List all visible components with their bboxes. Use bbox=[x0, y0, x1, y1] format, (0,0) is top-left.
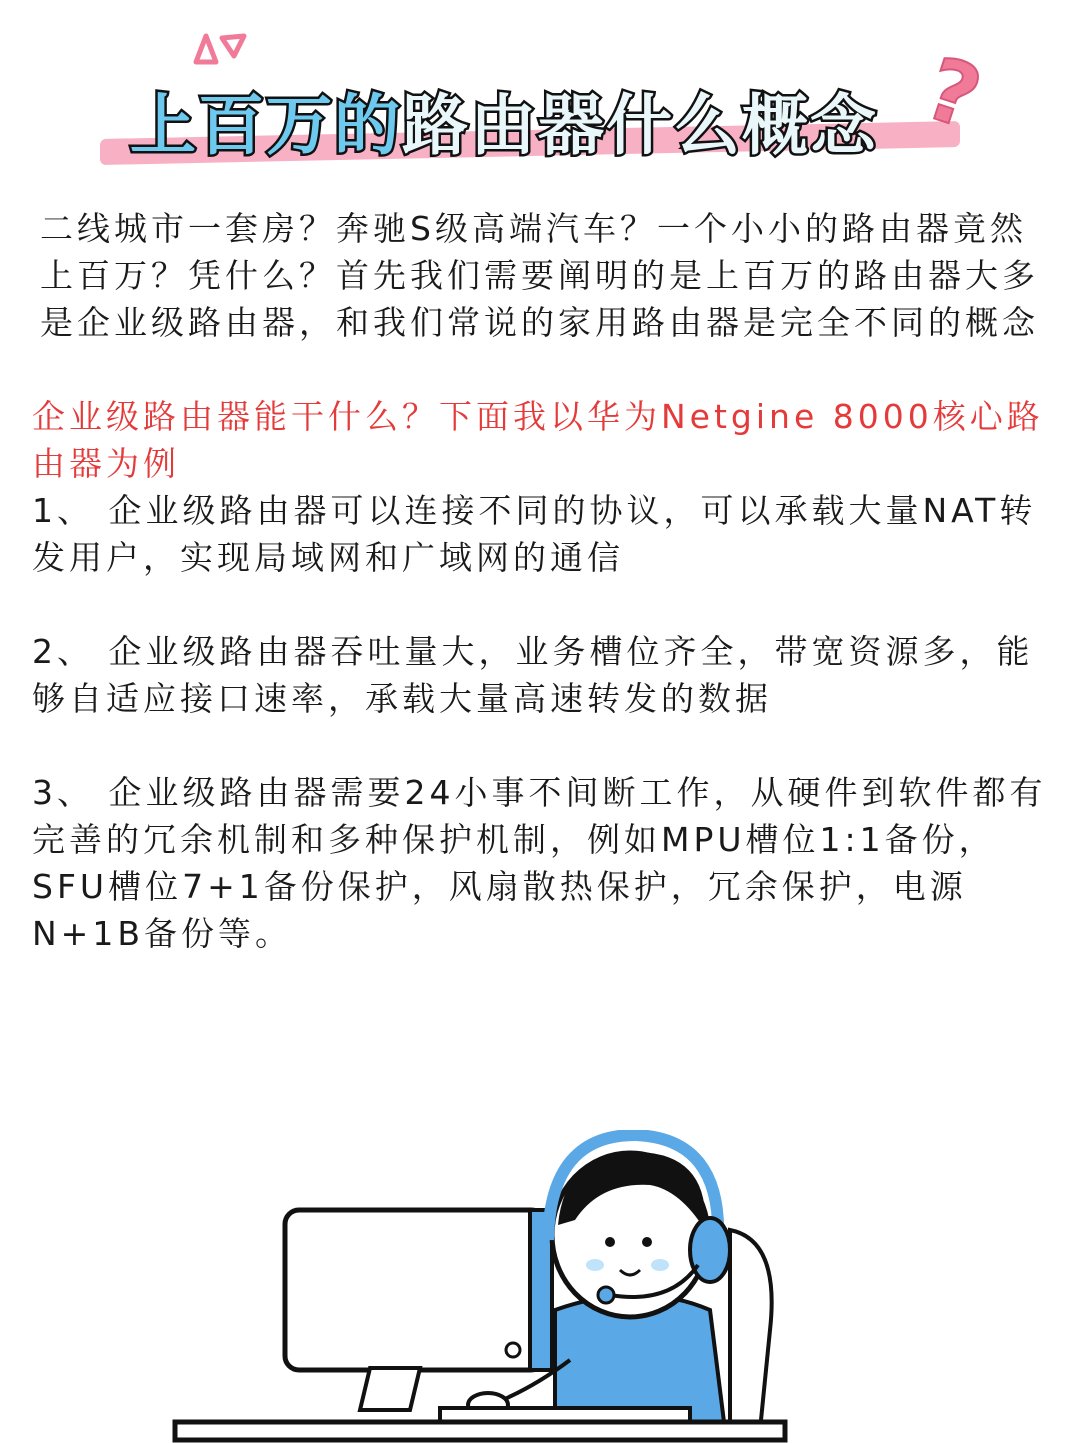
point-2: 2、 企业级路由器吞吐量大，业务槽位齐全，带宽资源多，能够自适应接口速率，承载大量高速转发的数据 bbox=[32, 632, 1034, 718]
point-3: 3、 企业级路由器需要24小事不间断工作，从硬件到软件都有完善的冗余机制和多种保护机制，例如MPU槽位1:1备份，SFU槽位7+1备份保护，风扇散热保护，冗余保护，电源N+1B备份等。 bbox=[32, 773, 1047, 953]
question-mark-icon: ? bbox=[913, 38, 993, 150]
article-body bbox=[32, 205, 1048, 957]
title-part-2: 路由器什么概念 bbox=[402, 87, 878, 164]
intro-paragraph: 二线城市一套房？奔驰S级高端汽车？一个小小的路由器竟然上百万？凭什么？首先我们需要阐明的是上百万的路由器大多是企业级路由器，和我们常说的家用路由器是完全不同的概念 bbox=[40, 209, 1039, 342]
highlight-paragraph: 企业级路由器能干什么？下面我以华为Netgine 8000核心路由器为例 bbox=[32, 397, 1044, 483]
page-title bbox=[130, 72, 878, 167]
title-part-1: 上百万的 bbox=[130, 87, 402, 164]
title-banner bbox=[90, 70, 990, 180]
person-at-computer-illustration bbox=[170, 1130, 790, 1443]
triangle-decoration-icon bbox=[190, 28, 250, 68]
point-1: 1、 企业级路由器可以连接不同的协议，可以承载大量NAT转发用户，实现局域网和广域网的通信 bbox=[32, 491, 1037, 577]
